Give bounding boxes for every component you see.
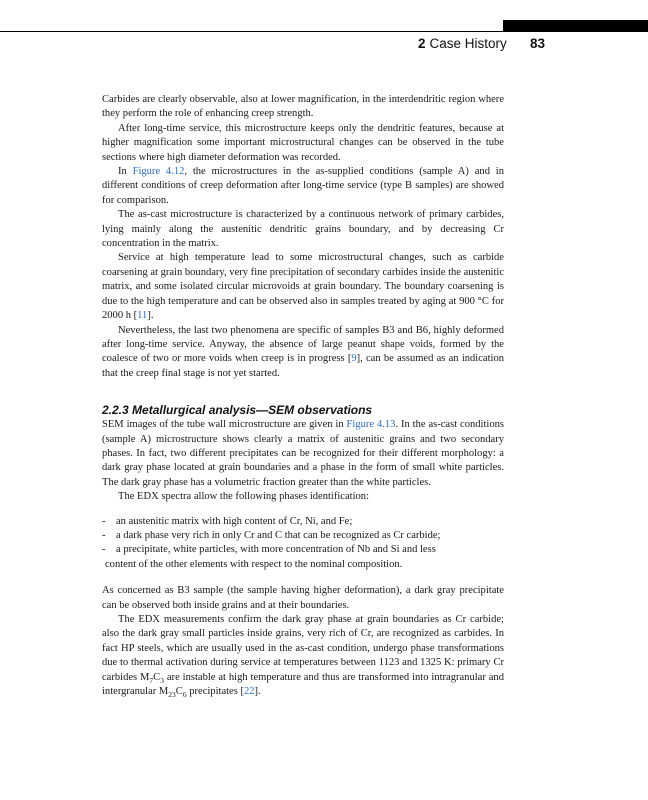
paragraph: The as-cast microstructure is characterized by a continuous network of primary carbides, lying mainly along the austenitic dendritic grains boundary, and by decreasing Cr concentration in the matrix. xyxy=(102,209,504,250)
paragraph: SEM images of the tube wall microstructure are given in Figure 4.13. In the as-cast conditions (sample A) microstructure shows clearly a matrix of austenitic grains and two secondary phases. In fact, two different precipitates can be recognized for their different morphology: a dark gray phase located at grain boundaries and a phase in the form of small white particles. The dark gray phase has a volumetric fraction greater than the white particles. xyxy=(102,419,504,488)
figure-link[interactable]: Figure 4.12 xyxy=(132,166,185,178)
citation-link[interactable]: 9 xyxy=(351,353,357,365)
page-body xyxy=(102,93,504,699)
citation-link[interactable]: 11 xyxy=(137,310,148,322)
paragraph: Nevertheless, the last two phenomena are specific of samples B3 and B6, highly deformed after long-time service. Anyway, the absence of large peanut shape voids, formed by the coalesce of two or more voids when creep is in progress [9], can be assumed as an indication that the creep final stage is not yet started. xyxy=(102,324,504,379)
paragraph: The EDX measurements confirm the dark gray phase at grain boundaries as Cr carbide; also the dark gray small particles inside grains, very rich of Cr, are recognized as carbides. In fact HP steels, which are usually used in the as-cast condition, undergo phase transformations due to thermal activation during service at temperatures between 1123 and 1325 K: primary Cr carbides $M_7C_3$ are instable at high temperature and thus are transformed into intragranular and intergranular $M_{23}C_6$ precipitates [22]. xyxy=(102,614,504,700)
bullet-list xyxy=(102,515,504,573)
list-item: - a dark phase very rich in only Cr and C that can be recognized as Cr carbide; xyxy=(102,529,441,541)
section-heading: 2.2.3 Metallurgical analysis—SEM observations xyxy=(102,403,373,418)
figure-link[interactable]: Figure 4.13 xyxy=(346,419,396,431)
running-header xyxy=(418,36,507,51)
chapter-number: 2 xyxy=(418,36,426,51)
header-bar xyxy=(503,20,648,31)
page-number: 83 xyxy=(530,36,546,51)
paragraph: Carbides are clearly observable, also at lower magnification, in the interdendritic region where they perform the role of enhancing creep strength. xyxy=(102,94,504,120)
paragraph: The EDX spectra allow the following phases identification: xyxy=(118,491,370,503)
list-item: - an austenitic matrix with high content of Cr, Ni, and Fe; xyxy=(102,515,353,527)
list-item: - a precipitate, white particles, with more concentration of Nb and Si and less xyxy=(102,544,436,556)
list-item-continuation: content of the other elements with respect to the nominal composition. xyxy=(105,558,403,570)
header-rule xyxy=(0,31,648,32)
paragraph: In Figure 4.12, the microstructures in the as-supplied conditions (sample A) and in different conditions of creep deformation after long-time service (type B samples) are showed for comparison. xyxy=(102,166,504,206)
paragraph: Service at high temperature lead to some microstructural changes, such as carbide coarsening at grain boundary, very fine precipitation of secondary carbides inside the austenitic matrix, and some isolated circular microvoids at grain boundary. The boundary coarsening is due to the high temperature and can be observed also in samples treated by aging at 900 °C for 2000 h [11]. xyxy=(102,252,505,322)
citation-link[interactable]: 22 xyxy=(244,686,255,698)
paragraph: As concerned as B3 sample (the sample having higher deformation), a dark gray precipitate can be observed both inside grains and at their boundaries. xyxy=(102,585,504,611)
chapter-title: Case History xyxy=(429,36,507,51)
paragraph: After long-time service, this microstructure keeps only the dendritic features, because at higher magnification some important microstructural changes can be observed in the tube sections where high diameter deformation was recorded. xyxy=(102,122,504,163)
